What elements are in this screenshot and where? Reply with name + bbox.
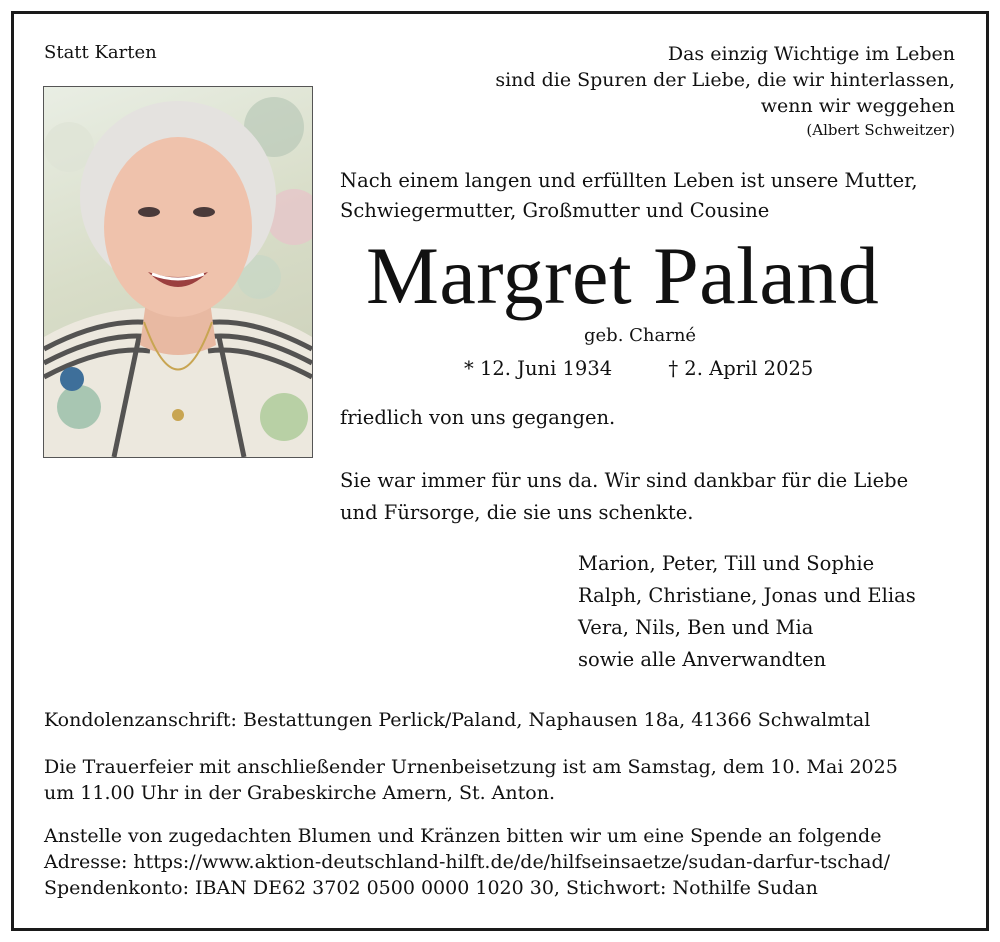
condolence-address: Kondolenzanschrift: Bestattungen Perlick/Paland, Naphausen 18a, 41366 Schwalmtal bbox=[44, 709, 871, 731]
family-signatures bbox=[578, 548, 916, 676]
family-line: Marion, Peter, Till und Sophie bbox=[578, 552, 875, 575]
life-dates bbox=[464, 357, 813, 380]
death-date: † 2. April 2025 bbox=[668, 357, 814, 380]
donation-line: Anstelle von zugedachten Blumen und Kränzen bitten wir um eine Spende an folgende bbox=[44, 825, 882, 847]
donation-url: Adresse: https://www.aktion-deutschland-hilft.de/de/hilfseinsaetze/sudan-darfur-tschad/ bbox=[44, 851, 891, 873]
funeral-line: um 11.00 Uhr in der Grabeskirche Amern, St. Anton. bbox=[44, 782, 555, 804]
portrait-illustration bbox=[44, 87, 312, 457]
tribute-line: und Fürsorge, die sie uns schenkte. bbox=[340, 501, 694, 524]
header-statt-karten: Statt Karten bbox=[44, 42, 157, 63]
funeral-line: Die Trauerfeier mit anschließender Urnenbeisetzung ist am Samstag, dem 10. Mai 2025 bbox=[44, 756, 898, 778]
quote-author: (Albert Schweitzer) bbox=[806, 121, 955, 139]
intro-text bbox=[340, 166, 918, 226]
portrait-photo bbox=[43, 86, 313, 458]
family-line: Ralph, Christiane, Jonas und Elias bbox=[578, 584, 916, 607]
quote-line: Das einzig Wichtige im Leben bbox=[667, 43, 955, 65]
quote-block bbox=[495, 41, 955, 141]
family-line: sowie alle Anverwandten bbox=[578, 648, 827, 671]
donation-line: Spendenkonto: IBAN DE62 3702 0500 0000 1020 30, Stichwort: Nothilfe Sudan bbox=[44, 877, 818, 899]
tribute-line: Sie war immer für uns da. Wir sind dankbar für die Liebe bbox=[340, 469, 909, 492]
deceased-name: Margret Paland bbox=[366, 230, 880, 321]
birth-date: * 12. Juni 1934 bbox=[464, 357, 613, 380]
intro-line: Schwiegermutter, Großmutter und Cousine bbox=[340, 199, 770, 222]
quote-line: sind die Spuren der Liebe, die wir hinterlassen, bbox=[495, 69, 955, 91]
funeral-info bbox=[44, 754, 898, 806]
quote-line: wenn wir weggehen bbox=[760, 95, 955, 117]
passed-away-text: friedlich von uns gegangen. bbox=[340, 406, 616, 429]
donation-info bbox=[44, 823, 890, 901]
family-line: Vera, Nils, Ben und Mia bbox=[578, 616, 814, 639]
intro-line: Nach einem langen und erfüllten Leben ist unsere Mutter, bbox=[340, 169, 918, 192]
maiden-name: geb. Charné bbox=[584, 325, 697, 346]
tribute-text bbox=[340, 465, 908, 529]
